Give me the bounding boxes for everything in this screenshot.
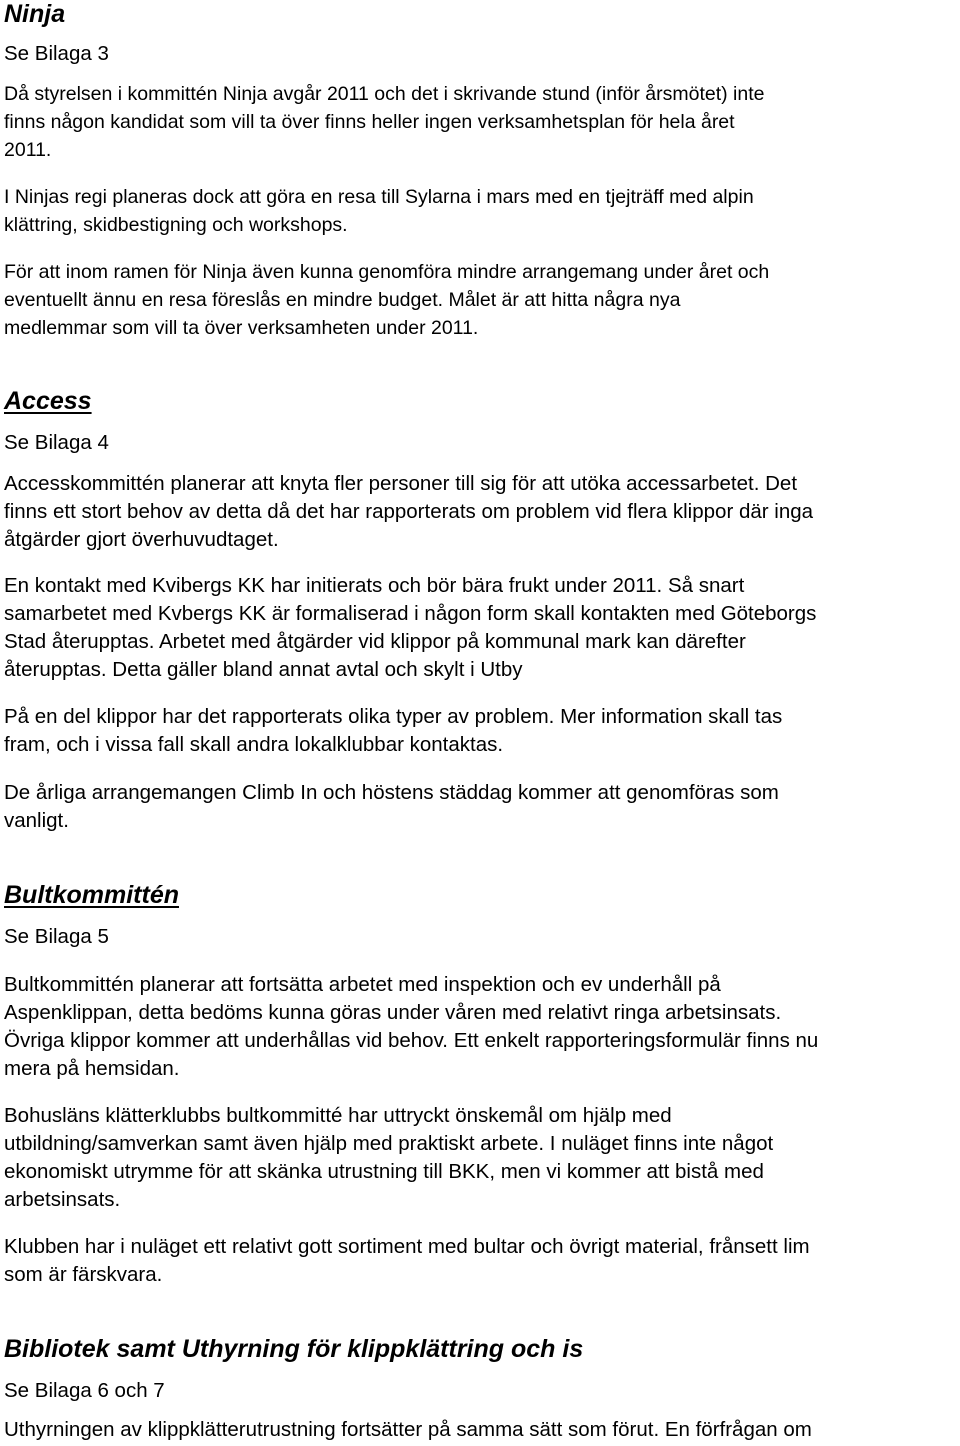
- paragraph-line: Då styrelsen i kommittén Ninja avgår 2011 och det i skrivande stund (inför årsmötet) inte: [4, 83, 765, 105]
- paragraph: [4, 258, 769, 342]
- paragraph: [4, 183, 754, 239]
- paragraph-line: utbildning/samverkan samt även hjälp med praktiskt arbete. I nuläget finns inte något: [4, 1132, 774, 1155]
- paragraph-line: En kontakt med Kvibergs KK har initierats och bör bära frukt under 2011. Så snart: [4, 574, 745, 597]
- paragraph: [4, 1233, 810, 1289]
- paragraph-line: mera på hemsidan.: [4, 1057, 180, 1080]
- paragraph-line: vanligt.: [4, 809, 69, 832]
- paragraph-line: fram, och i vissa fall skall andra lokalklubbar kontaktas.: [4, 733, 504, 756]
- section-reference-bibliotek: Se Bilaga 6 och 7: [4, 1379, 165, 1402]
- paragraph-line: Bultkommittén planerar att fortsätta arbetet med inspektion och ev underhåll på: [4, 973, 721, 996]
- paragraph: [4, 779, 779, 835]
- section-heading-access: Access: [4, 387, 92, 415]
- paragraph-line: För att inom ramen för Ninja även kunna genomföra mindre arrangemang under året och: [4, 261, 770, 283]
- paragraph: [4, 1416, 812, 1444]
- section-reference-ninja: Se Bilaga 3: [4, 42, 109, 65]
- paragraph: [4, 572, 816, 684]
- paragraph: [4, 971, 818, 1083]
- paragraph: [4, 1102, 773, 1214]
- paragraph-line: klättring, skidbestigning och workshops.: [4, 214, 348, 236]
- paragraph-line: I Ninjas regi planeras dock att göra en resa till Sylarna i mars med en tjejträff med alpin: [4, 186, 754, 208]
- paragraph: [4, 703, 782, 759]
- paragraph-line: De årliga arrangemangen Climb In och höstens städdag kommer att genomföras som: [4, 781, 779, 804]
- section-reference-access: Se Bilaga 4: [4, 431, 109, 454]
- paragraph-line: finns någon kandidat som vill ta över finns heller ingen verksamhetsplan för hela året: [4, 111, 735, 133]
- paragraph-line: Övriga klippor kommer att underhållas vid behov. Ett enkelt rapporteringsformulär finns nu: [4, 1029, 819, 1052]
- paragraph-line: som är färskvara.: [4, 1263, 163, 1286]
- section-heading-bultkommitten: Bultkommittén: [4, 881, 179, 909]
- paragraph-line: åtgärder gjort överhuvudtaget.: [4, 528, 279, 551]
- paragraph-line: arbetsinsats.: [4, 1188, 121, 1211]
- paragraph-line: återupptas. Detta gäller bland annat avtal och skylt i Utby: [4, 658, 523, 681]
- paragraph-line: eventuellt ännu en resa föreslås en mindre budget. Målet är att hitta några nya: [4, 289, 681, 311]
- section-reference-bultkommitten: Se Bilaga 5: [4, 925, 109, 948]
- paragraph-line: På en del klippor har det rapporterats olika typer av problem. Mer information skall tas: [4, 705, 783, 728]
- section-heading-ninja: Ninja: [4, 0, 66, 28]
- paragraph-line: Uthyrningen av klippklätterutrustning fortsätter på samma sätt som förut. En förfrågan om: [4, 1418, 812, 1441]
- paragraph-line: samarbetet med Kvbergs KK är formaliserad i någon form skall kontakten med Göteborgs: [4, 602, 817, 625]
- paragraph: [4, 80, 764, 164]
- paragraph-line: 2011.: [4, 139, 52, 161]
- section-heading-bibliotek: Bibliotek samt Uthyrning för klippklättring och is: [4, 1335, 584, 1363]
- paragraph-line: Bohusläns klätterklubbs bultkommitté har uttryckt önskemål om hjälp med: [4, 1104, 672, 1127]
- paragraph-line: Aspenklippan, detta bedöms kunna göras under våren med relativt ringa arbetsinsats.: [4, 1001, 782, 1024]
- paragraph-line: Accesskommittén planerar att knyta fler personer till sig för att utöka accessarbetet. Det: [4, 472, 798, 495]
- paragraph-line: finns ett stort behov av detta då det har rapporterats om problem vid flera klippor där inga: [4, 500, 814, 523]
- paragraph-line: medlemmar som vill ta över verksamheten under 2011.: [4, 317, 479, 339]
- paragraph-line: ekonomiskt utrymme för att skänka utrustning till BKK, men vi kommer att bistå med: [4, 1160, 764, 1183]
- paragraph: [4, 470, 813, 554]
- paragraph-line: Klubben har i nuläget ett relativt gott sortiment med bultar och övrigt material, frånsett lim: [4, 1235, 810, 1258]
- paragraph-line: Stad återupptas. Arbetet med åtgärder vid klippor på kommunal mark kan därefter: [4, 630, 746, 653]
